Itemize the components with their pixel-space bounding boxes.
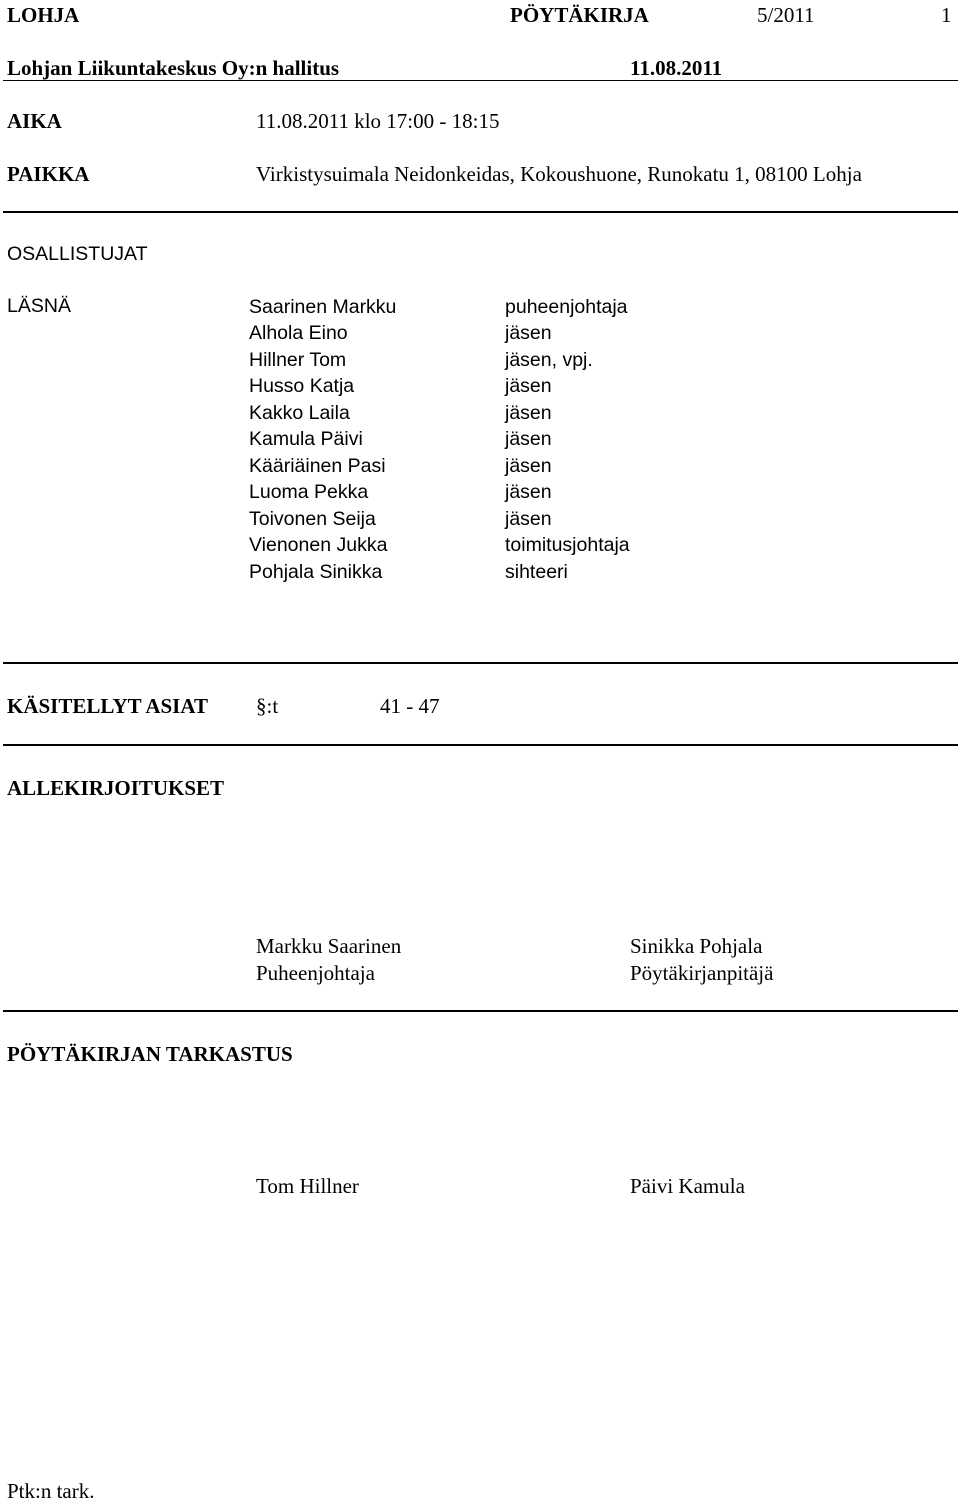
participant-role: jäsen, vpj. [505,349,593,371]
participant-name: Saarinen Markku [249,296,397,318]
document-type: PÖYTÄKIRJA [510,3,649,27]
header-divider [3,80,958,81]
participant-role: jäsen [505,428,552,450]
chair-name: Markku Saarinen [256,934,402,958]
meeting-date: 11.08.2011 [630,56,723,80]
signatures-heading: ALLEKIRJOITUKSET [7,776,225,800]
section-sign: §:t [256,694,279,718]
participant-role: jäsen [505,375,552,397]
participant-name: Kääriäinen Pasi [249,455,386,477]
participant-name: Vienonen Jukka [249,534,388,556]
participant-role: jäsen [505,322,552,344]
participant-name: Pohjala Sinikka [249,561,383,583]
review-heading: PÖYTÄKIRJAN TARKASTUS [7,1042,293,1066]
municipality: LOHJA [7,3,80,27]
participant-name: Hillner Tom [249,349,347,371]
organ-name: Lohjan Liikuntakeskus Oy:n hallitus [7,56,340,80]
participant-role: jäsen [505,481,552,503]
participant-role: jäsen [505,402,552,424]
participant-name: Luoma Pekka [249,481,369,503]
time-label: AIKA [7,109,62,133]
participant-name: Toivonen Seija [249,508,376,530]
participant-name: Kamula Päivi [249,428,363,450]
place-label: PAIKKA [7,162,90,186]
participant-role: jäsen [505,508,552,530]
initials-label: Ptk:n tark. [7,1479,95,1503]
page-number: 1 [941,3,952,27]
time-value: 11.08.2011 klo 17:00 - 18:15 [256,109,500,133]
handled-items-label: KÄSITELLYT ASIAT [7,694,208,718]
participant-role: jäsen [505,455,552,477]
chair-title: Puheenjohtaja [256,961,375,985]
reviewer-name: Päivi Kamula [630,1174,745,1198]
section-divider [3,744,958,746]
secretary-title: Pöytäkirjanpitäjä [630,961,774,985]
present-label: LÄSNÄ [7,295,71,317]
document-number: 5/2011 [757,3,815,27]
participant-name: Husso Katja [249,375,355,397]
section-range: 41 - 47 [380,694,440,718]
section-divider [3,662,958,664]
section-divider [3,1010,958,1012]
section-divider [3,211,958,213]
participants-heading: OSALLISTUJAT [7,243,148,265]
reviewer-name: Tom Hillner [256,1174,359,1198]
participant-role: sihteeri [505,561,568,583]
participant-role: puheenjohtaja [505,296,628,318]
participant-role: toimitusjohtaja [505,534,630,556]
participant-name: Alhola Eino [249,322,348,344]
place-value: Virkistysuimala Neidonkeidas, Kokoushuone, Runokatu 1, 08100 Lohja [256,162,862,186]
participant-name: Kakko Laila [249,402,350,424]
secretary-name: Sinikka Pohjala [630,934,763,958]
